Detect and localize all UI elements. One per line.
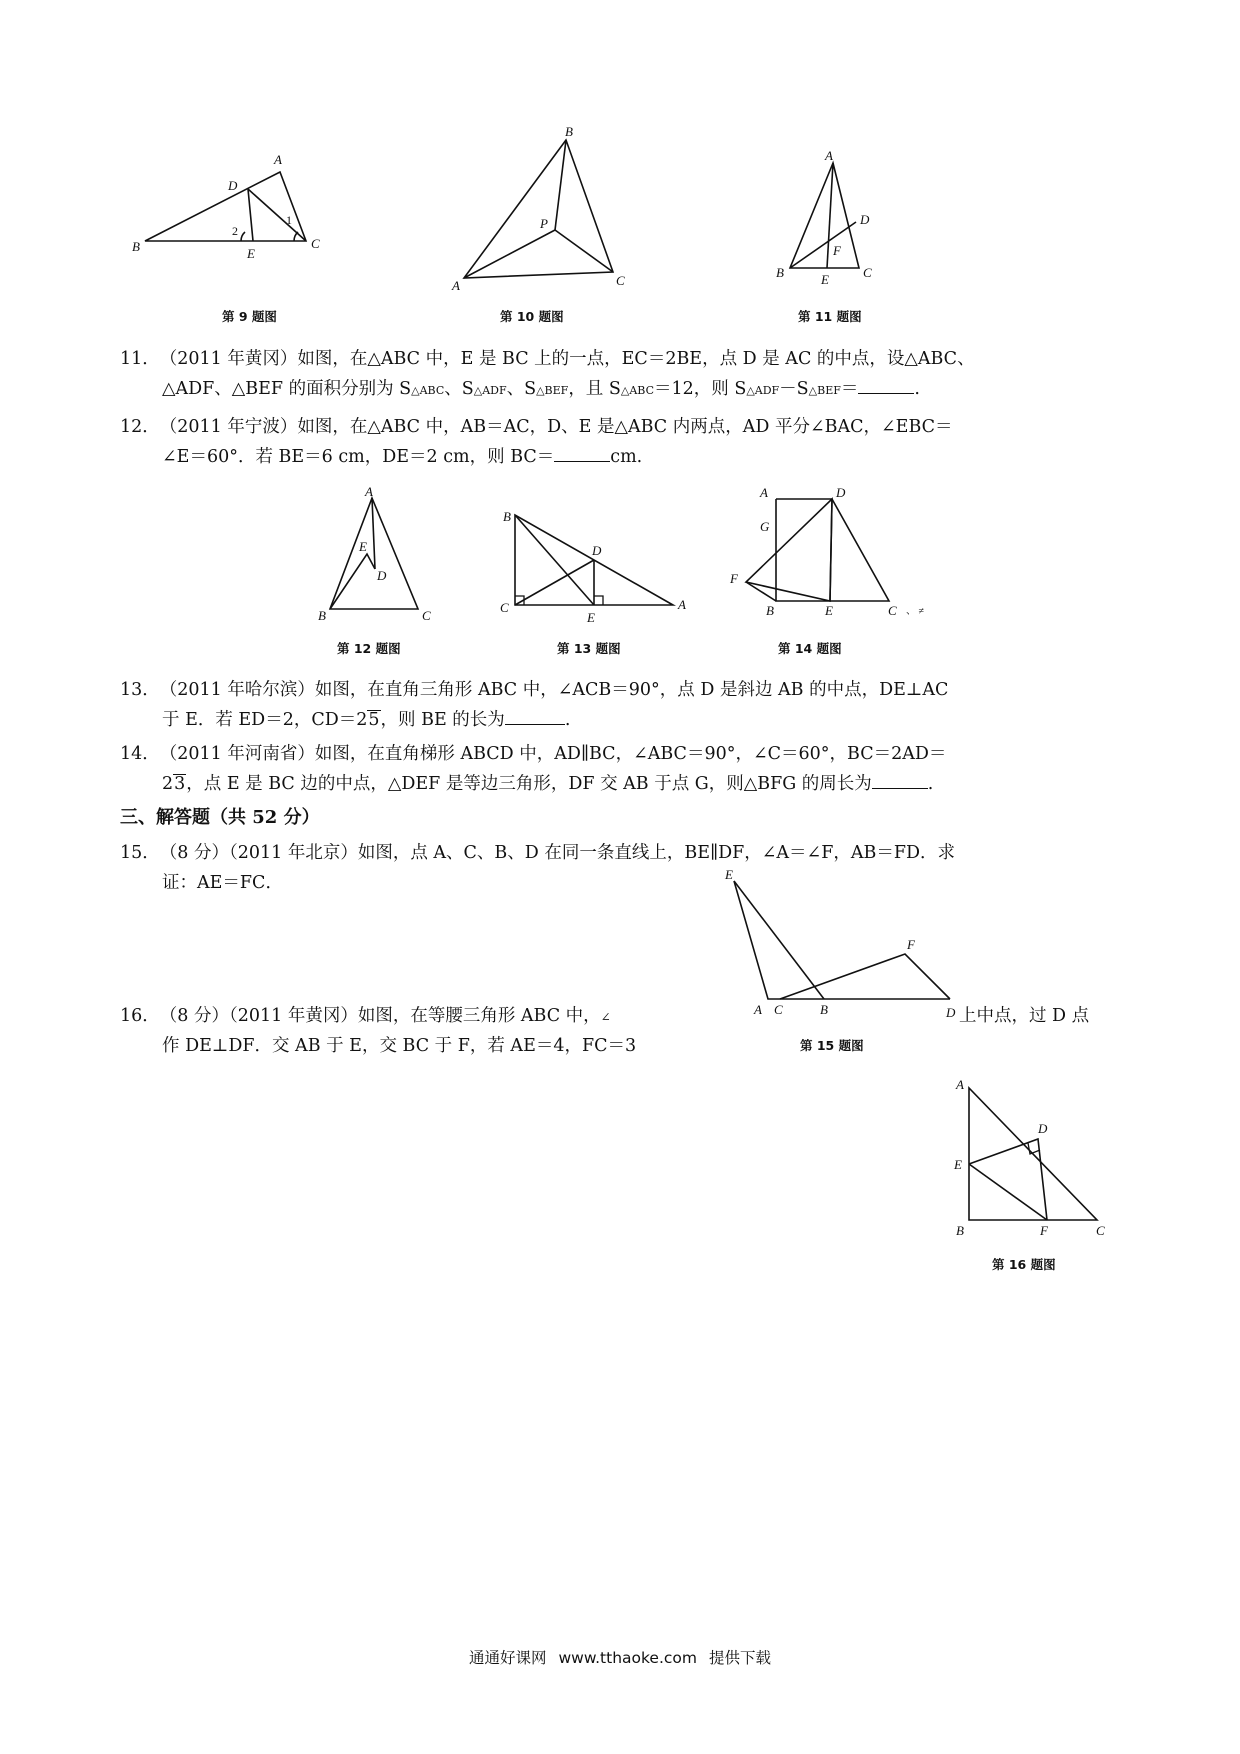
fig11-caption: 第 11 题图 — [798, 309, 862, 324]
fig14-caption: 第 14 题图 — [778, 641, 842, 656]
fig13-segment-cd — [515, 560, 594, 605]
q14-line1 — [120, 741, 946, 768]
fig12-label-a: A — [365, 484, 373, 499]
q16-line2 — [162, 1033, 636, 1060]
fig9-label-angle2: 2 — [232, 224, 238, 238]
q16-text-2: 作 DE⊥DF．交 AB 于 E，交 BC 于 F，若 AE＝4，FC＝3 — [162, 1036, 637, 1056]
fig10-triangle — [464, 140, 613, 278]
fig16-label-f: F — [1040, 1223, 1048, 1238]
q12-text-2b: cm. — [610, 447, 643, 467]
q12-answer-blank[interactable] — [554, 443, 610, 462]
q15-number: 15． — [120, 843, 160, 863]
fig9-label-b: B — [132, 239, 140, 254]
page-footer — [0, 1646, 1240, 1668]
fig10-label-a: A — [452, 278, 460, 293]
fig12-label-d: D — [377, 568, 387, 583]
fig11-label-b: B — [776, 265, 784, 280]
q13-answer-blank[interactable] — [505, 706, 565, 725]
footer-tail: 提供下载 — [709, 1649, 772, 1667]
fig15-path-cfd — [780, 954, 950, 999]
q11-sub-6: △BEF — [808, 384, 841, 397]
fig15-line-eab — [734, 881, 950, 999]
fig13-label-a: A — [678, 597, 686, 612]
fig14-label-d: D — [836, 485, 846, 500]
q14-text-1: （2011 年河南省）如图，在直角梯形 ABCD 中，AD∥BC，∠ABC＝90°，∠C＝60°，BC＝2AD＝ — [159, 744, 947, 764]
q14-number: 14． — [120, 744, 160, 764]
fig14-label-g: G — [760, 519, 770, 534]
fig12-label-c: C — [422, 608, 431, 623]
fig13-label-d: D — [592, 543, 602, 558]
q11-text-2b: 、S — [444, 379, 474, 399]
fig12-label-b: B — [318, 608, 326, 623]
q16-line1-tail — [959, 1003, 1089, 1030]
fig13-right-angle-e — [594, 596, 603, 605]
q16-text-1b: 上中点，过 D 点 — [959, 1006, 1090, 1026]
fig15-segment-eb — [734, 881, 824, 999]
q11-sub-1: △ABC — [411, 384, 445, 397]
figure-15 — [720, 868, 960, 1028]
fig9-caption: 第 9 题图 — [222, 309, 277, 324]
q13-line2 — [162, 706, 570, 734]
fig15-label-a: A — [754, 1002, 762, 1017]
q15-line2 — [162, 870, 283, 897]
q11-text-2d: ，且 S — [568, 379, 621, 399]
fig12-segment-ad — [372, 498, 375, 569]
fig14-label-e: E — [825, 603, 833, 618]
figure-16 — [950, 1075, 1130, 1245]
fig15-label-b: B — [820, 1002, 828, 1017]
q11-text-1: （2011 年黄冈）如图，在△ABC 中，E 是 BC 上的一点，EC＝2BE，点 D 是 AC 的中点，设△ABC、 — [159, 349, 975, 369]
fig13-segment-be — [515, 515, 594, 605]
q14-sqrt-3: 3 — [174, 774, 186, 794]
q15-line1 — [120, 840, 955, 867]
q11-line1 — [120, 346, 975, 373]
q12-line1 — [120, 414, 953, 441]
figure-11 — [775, 150, 915, 290]
figure-13 — [498, 505, 708, 625]
fig10-caption: 第 10 题图 — [500, 309, 564, 324]
q12-text-1: （2011 年宁波）如图，在△ABC 中，AB＝AC，D、E 是△ABC 内两点，AD 平分∠BAC，∠EBC＝ — [159, 417, 953, 437]
fig10-segment-pc — [555, 230, 613, 272]
footer-site-name: 通通好课网 — [468, 1649, 547, 1667]
fig13-label-c: C — [500, 600, 509, 615]
fig14-triangle-def — [746, 499, 832, 601]
fig10-label-p: P — [540, 216, 548, 231]
q14-line2 — [162, 770, 933, 798]
q16-text-1a: （8 分）（2011 年黄冈）如图，在等腰三角形 ABC 中， — [159, 1006, 601, 1026]
fig16-label-b: B — [956, 1223, 964, 1238]
q11-number: 11． — [120, 349, 160, 369]
figure-10 — [452, 124, 632, 293]
q13-sqrt-5: 5 — [368, 710, 380, 730]
q11-text-2e: ＝12，则 S — [653, 379, 747, 399]
q12-number: 12． — [120, 417, 160, 437]
fig14-stray-mark: 、 ≠ — [906, 606, 924, 617]
fig9-triangle — [145, 172, 306, 241]
q11-text-2f: －S — [779, 379, 809, 399]
fig13-label-b: B — [503, 509, 511, 524]
q14-answer-blank[interactable] — [872, 770, 928, 789]
fig14-label-a: A — [760, 485, 768, 500]
fig13-caption: 第 13 题图 — [557, 641, 621, 656]
fig9-label-c: C — [311, 236, 320, 251]
q16-line1 — [120, 1003, 611, 1031]
fig15-label-d: D — [946, 1005, 956, 1020]
q13-text-end: . — [564, 710, 571, 730]
fig15-label-f: F — [907, 937, 915, 952]
footer-url[interactable]: www.tthaoke.com — [558, 1649, 697, 1667]
q16-number: 16． — [120, 1006, 160, 1026]
q13-text-1: （2011 年哈尔滨）如图，在直角三角形 ABC 中，∠ACB＝90°，点 D 是斜边 AB 的中点，DE⊥AC — [159, 680, 949, 700]
q11-sub-3: △BEF — [536, 384, 569, 397]
q14-text-end: . — [927, 774, 934, 794]
fig9-label-e: E — [247, 246, 255, 261]
fig16-label-e: E — [954, 1157, 962, 1172]
q15-text-1: （8 分）（2011 年北京）如图，点 A、C、B、D 在同一条直线上，BE∥DF，∠A＝∠F，AB＝FD．求 — [159, 843, 956, 863]
fig14-segment-de — [830, 499, 832, 601]
figure-12 — [318, 484, 438, 628]
q11-sub-5: △ADF — [746, 384, 780, 397]
fig14-label-c: C — [888, 603, 897, 618]
q16-text-cut: ∠ — [600, 1010, 611, 1024]
fig13-label-e: E — [587, 610, 595, 625]
fig11-label-f: F — [833, 243, 841, 258]
q11-text-2g: ＝ — [840, 379, 859, 399]
fig12-caption: 第 12 题图 — [337, 641, 401, 656]
q11-answer-blank[interactable] — [858, 375, 914, 394]
fig12-path-bed — [330, 554, 375, 609]
fig15-label-e: E — [725, 867, 733, 882]
fig16-label-a: A — [956, 1077, 964, 1092]
q11-text-2a: △ADF、△BEF 的面积分别为 S — [162, 379, 412, 399]
fig9-angle-2 — [241, 232, 245, 241]
fig15-label-c: C — [774, 1002, 783, 1017]
q13-number: 13． — [120, 680, 160, 700]
q11-sub-4: △ABC — [620, 384, 654, 397]
section-heading: 三、解答题（共 52 分） — [120, 807, 320, 828]
fig14-label-f: F — [730, 571, 738, 586]
q13-text-2a: 于 E．若 ED＝2，CD＝2 — [162, 710, 368, 730]
fig9-label-a: A — [274, 152, 282, 167]
fig11-label-c: C — [863, 265, 872, 280]
fig16-label-c: C — [1096, 1223, 1105, 1238]
q13-text-2b: ，则 BE 的长为 — [380, 710, 505, 730]
fig11-label-d: D — [860, 212, 870, 227]
fig15-caption: 第 15 题图 — [800, 1038, 864, 1053]
fig9-segment-de — [248, 189, 253, 241]
fig16-triangle — [969, 1088, 1097, 1220]
q15-text-2: 证：AE＝FC． — [162, 873, 283, 893]
fig9-label-angle1: 1 — [286, 213, 292, 227]
fig16-segment-ef — [969, 1164, 1047, 1220]
q11-sub-2: △ADF — [473, 384, 507, 397]
fig12-label-e: E — [359, 539, 367, 554]
fig14-label-b: B — [766, 603, 774, 618]
fig16-caption: 第 16 题图 — [992, 1257, 1056, 1272]
fig16-path-edf — [969, 1139, 1047, 1220]
figure-14 — [728, 485, 928, 618]
q14-text-2b: ，点 E 是 BC 边的中点，△DEF 是等边三角形，DF 交 AB 于点 G，则△BFG 的周长为 — [186, 774, 872, 794]
fig9-label-d: D — [228, 178, 238, 193]
fig10-label-b: B — [565, 124, 573, 139]
fig11-triangle — [790, 163, 859, 268]
q11-line2 — [162, 375, 920, 404]
q13-line1 — [120, 677, 948, 704]
q12-line2 — [162, 443, 642, 471]
fig11-label-a: A — [825, 148, 833, 163]
fig10-segment-pa — [464, 230, 555, 278]
fig10-label-c: C — [616, 273, 625, 288]
fig9-angle-1 — [294, 232, 298, 241]
q11-text-end: . — [914, 379, 920, 399]
q12-text-2a: ∠E＝60°．若 BE＝6 cm，DE＝2 cm，则 BC＝ — [162, 447, 555, 467]
fig16-label-d: D — [1038, 1121, 1048, 1136]
q11-text-2c: 、S — [506, 379, 537, 399]
q14-text-2a: 2 — [162, 774, 174, 794]
figure-9 — [132, 152, 345, 270]
fig11-label-e: E — [821, 272, 829, 287]
